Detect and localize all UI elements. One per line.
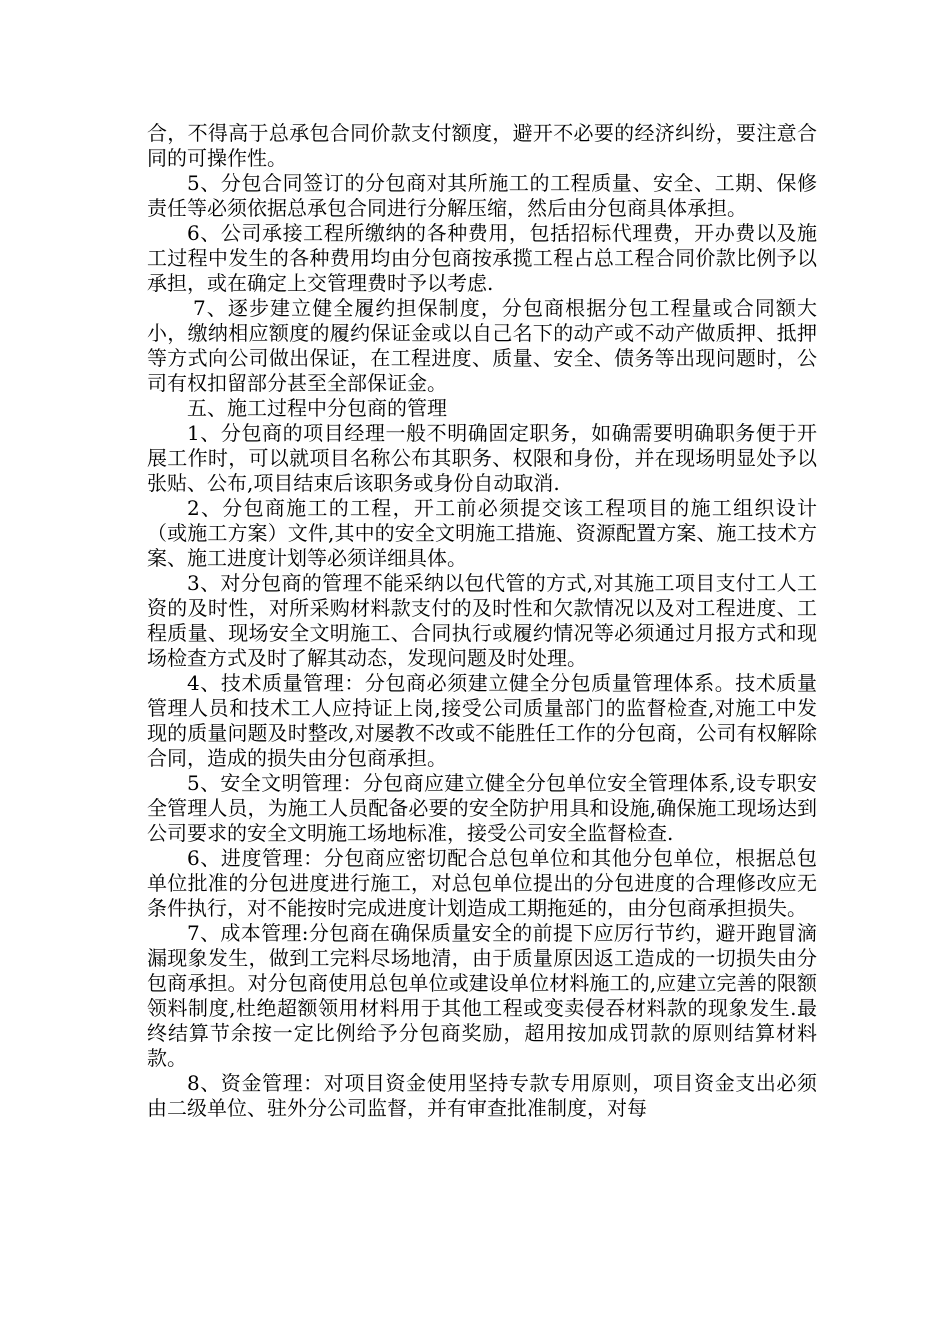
paragraph-item-2-construction-plan: 2、分包商施工的工程，开工前必须提交该工程项目的施工组织设计（或施工方案）文件,其中的安全文明施工措施、资源配置方案、施工技术方案、施工进度计划等必须详细具体。 bbox=[147, 496, 817, 570]
section-heading-construction-management: 五、施工过程中分包商的管理 bbox=[187, 396, 447, 420]
paragraph-item-6-fees: 6、公司承接工程所缴纳的各种费用，包括招标代理费，开办费以及施工过程中发生的各种费用均由分包商按承揽工程占总工程合同价款比例予以承担，或在确定上交管理费时予以考虑. bbox=[147, 221, 817, 295]
paragraph-item-1-project-manager: 1、分包商的项目经理一般不明确固定职务，如确需要明确职务便于开展工作时，可以就项目名称公布其职务、权限和身份，并在现场明显处予以张贴、公布,项目结束后该职务或身份自动取消. bbox=[147, 421, 817, 495]
paragraph-item-6-schedule-management: 6、进度管理：分包商应密切配合总包单位和其他分包单位，根据总包单位批准的分包进度进行施工，对总包单位提出的分包进度的合理修改应无条件执行，对不能按时完成进度计划造成工期拖延的，由分包商承担损失。 bbox=[147, 846, 817, 920]
document-page bbox=[147, 121, 817, 1121]
paragraph-item-3-management-method: 3、对分包商的管理不能采纳以包代管的方式,对其施工项目支付工人工资的及时性，对所采购材料款支付的及时性和欠款情况以及对工程进度、工程质量、现场安全文明施工、合同执行或履约情况等必须通过月报方式和现场检查方式及时了解其动态，发现问题及时处理。 bbox=[147, 571, 817, 670]
paragraph-item-5-safety-management: 5、安全文明管理：分包商应建立健全分包单位安全管理体系,设专职安全管理人员，为施工人员配备必要的安全防护用具和设施,确保施工现场达到公司要求的安全文明施工场地标准，接受公司安全监督检查. bbox=[147, 771, 817, 845]
paragraph-item-7-performance-guarantee: 7、逐步建立健全履约担保制度，分包商根据分包工程量或合同额大小，缴纳相应额度的履约保证金或以自己名下的动产或不动产做质押、抵押等方式向公司做出保证，在工程进度、质量、安全、债务等出现问题时，公司有权扣留部分甚至全部保证金。 bbox=[147, 296, 817, 395]
paragraph-item-5-subcontract-responsibility: 5、分包合同签订的分包商对其所施工的工程质量、安全、工期、保修责任等必须依据总承包合同进行分解压缩，然后由分包商具体承担。 bbox=[147, 171, 817, 220]
paragraph-contract-continuation: 合，不得高于总承包合同价款支付额度，避开不必要的经济纠纷，要注意合同的可操作性。 bbox=[147, 121, 817, 170]
paragraph-item-4-quality-management: 4、技术质量管理：分包商必须建立健全分包质量管理体系。技术质量管理人员和技术工人应持证上岗,接受公司质量部门的监督检查,对施工中发现的质量问题及时整改,对屡教不改或不能胜任工作的分包商，公司有权解除合同，造成的损失由分包商承担。 bbox=[147, 671, 817, 770]
paragraph-item-7-cost-management: 7、成本管理:分包商在确保质量安全的前提下应厉行节约，避开跑冒滴漏现象发生，做到工完料尽场地清，由于质量原因返工造成的一切损失由分包商承担。对分包商使用总包单位或建设单位材料施工的,应建立完善的限额领料制度,杜绝超额领用材料用于其他工程或变卖侵吞材料款的现象发生.最终结算节余按一定比例给予分包商奖励，超用按加成罚款的原则结算材料款。 bbox=[147, 921, 817, 1070]
paragraph-item-8-fund-management: 8、资金管理：对项目资金使用坚持专款专用原则，项目资金支出必须由二级单位、驻外分公司监督，并有审查批准制度，对每 bbox=[147, 1071, 817, 1120]
